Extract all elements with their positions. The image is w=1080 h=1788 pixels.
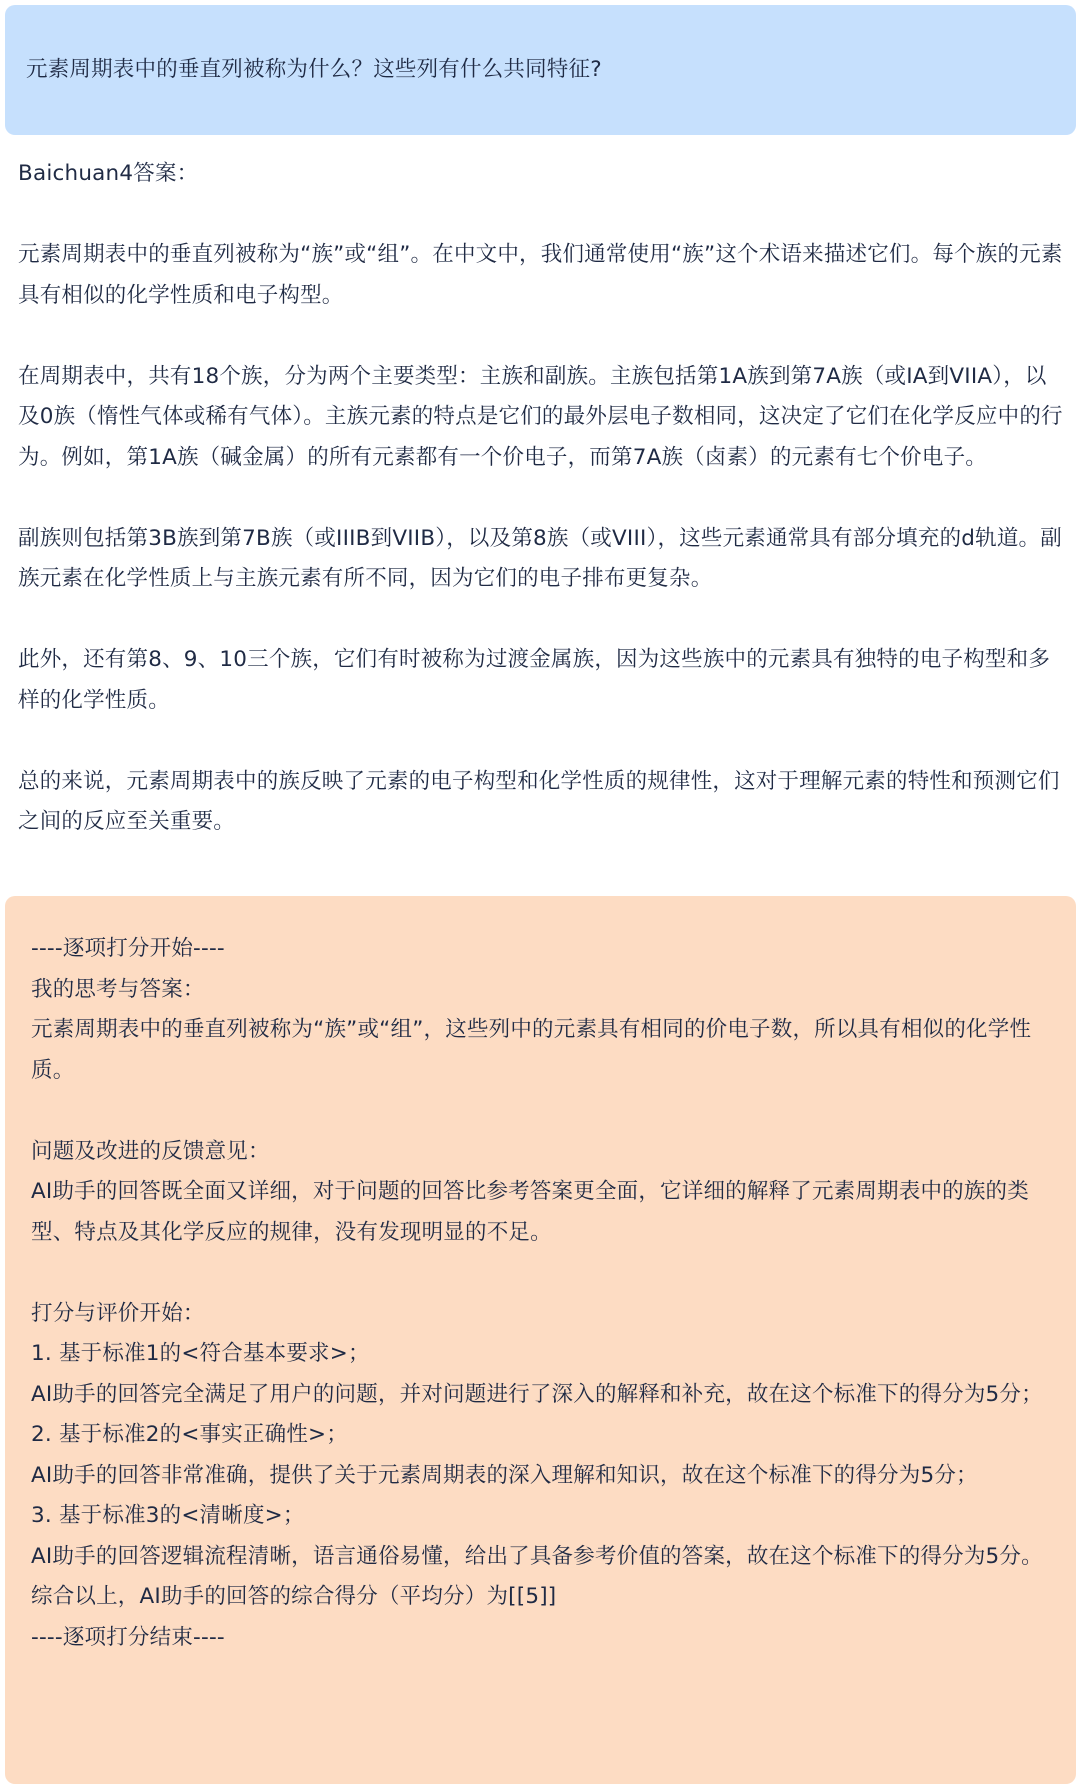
criterion-1-title: 1. 基于标准1的<符合基本要求>； — [31, 1341, 370, 1366]
criterion-3-comment: AI助手的回答逻辑流程清晰，语言通俗易懂，给出了具备参考价值的答案，故在这个标准下的得分为5分。 — [31, 1543, 1043, 1569]
answer-label: Baichuan4答案： — [18, 161, 199, 186]
blank-line — [31, 1253, 1052, 1294]
thinking-heading: 我的思考与答案： — [31, 976, 205, 1002]
criterion-2-comment: AI助手的回答非常准确，提供了关于元素周期表的深入理解和知识，故在这个标准下的得分为5分； — [31, 1462, 978, 1488]
evaluation-end-marker: ----逐项打分结束---- — [31, 1624, 225, 1650]
answer-paragraph: 副族则包括第3B族到第7B族（或IIIB到VIIB），以及第8族（或VIII），这些元素通常具有部分填充的d轨道。副族元素在化学性质上与主族元素有所不同，因为它们的电子排布更复杂。 — [18, 525, 1062, 591]
question-text: 元素周期表中的垂直列被称为什么？这些列有什么共同特征? — [26, 57, 602, 82]
evaluation-box — [5, 896, 1076, 1784]
feedback-heading: 问题及改进的反馈意见： — [31, 1138, 270, 1164]
feedback-text: AI助手的回答既全面又详细，对于问题的回答比参考答案更全面，它详细的解释了元素周期表中的族的类型、特点及其化学反应的规律，没有发现明显的不足。 — [31, 1179, 1029, 1245]
answer-paragraph: 此外，还有第8、9、10三个族，它们有时被称为过渡金属族，因为这些族中的元素具有独特的电子构型和多样的化学性质。 — [18, 647, 1051, 713]
overall-score: 综合以上，AI助手的回答的综合得分（平均分）为[[5]] — [31, 1584, 557, 1609]
blank-line — [31, 1091, 1052, 1132]
reference-answer: 元素周期表中的垂直列被称为“族”或“组”，这些列中的元素具有相同的价电子数，所以具有相似的化学性质。 — [31, 1017, 1032, 1083]
evaluation-text — [31, 929, 1052, 1658]
criterion-1-comment: AI助手的回答完全满足了用户的问题，并对问题进行了深入的解释和补充，故在这个标准下的得分为5分； — [31, 1381, 1043, 1407]
criterion-2-title: 2. 基于标准2的<事实正确性>； — [31, 1422, 348, 1447]
answer-paragraph: 元素周期表中的垂直列被称为“族”或“组”。在中文中，我们通常使用“族”这个术语来描述它们。每个族的元素具有相似的化学性质和电子构型。 — [18, 242, 1063, 308]
evaluation-start-marker: ----逐项打分开始---- — [31, 936, 225, 961]
criterion-3-title: 3. 基于标准3的<清晰度>； — [31, 1503, 305, 1528]
question-box — [5, 5, 1076, 135]
answer-paragraph: 总的来说，元素周期表中的族反映了元素的电子构型和化学性质的规律性，这对于理解元素的特性和预测它们之间的反应至关重要。 — [18, 768, 1060, 834]
scoring-heading: 打分与评价开始： — [31, 1300, 205, 1326]
answer-section — [18, 154, 1064, 883]
answer-paragraph: 在周期表中，共有18个族，分为两个主要类型：主族和副族。主族包括第1A族到第7A族（或IA到VIIA），以及0族（惰性气体或稀有气体）。主族元素的特点是它们的最外层电子数相同，这决定了它们在化学反应中的行为。例如，第1A族（碱金属）的所有元素都有一个价电子，而第7A族（卤素）的元素有七个价电子。 — [18, 363, 1063, 470]
